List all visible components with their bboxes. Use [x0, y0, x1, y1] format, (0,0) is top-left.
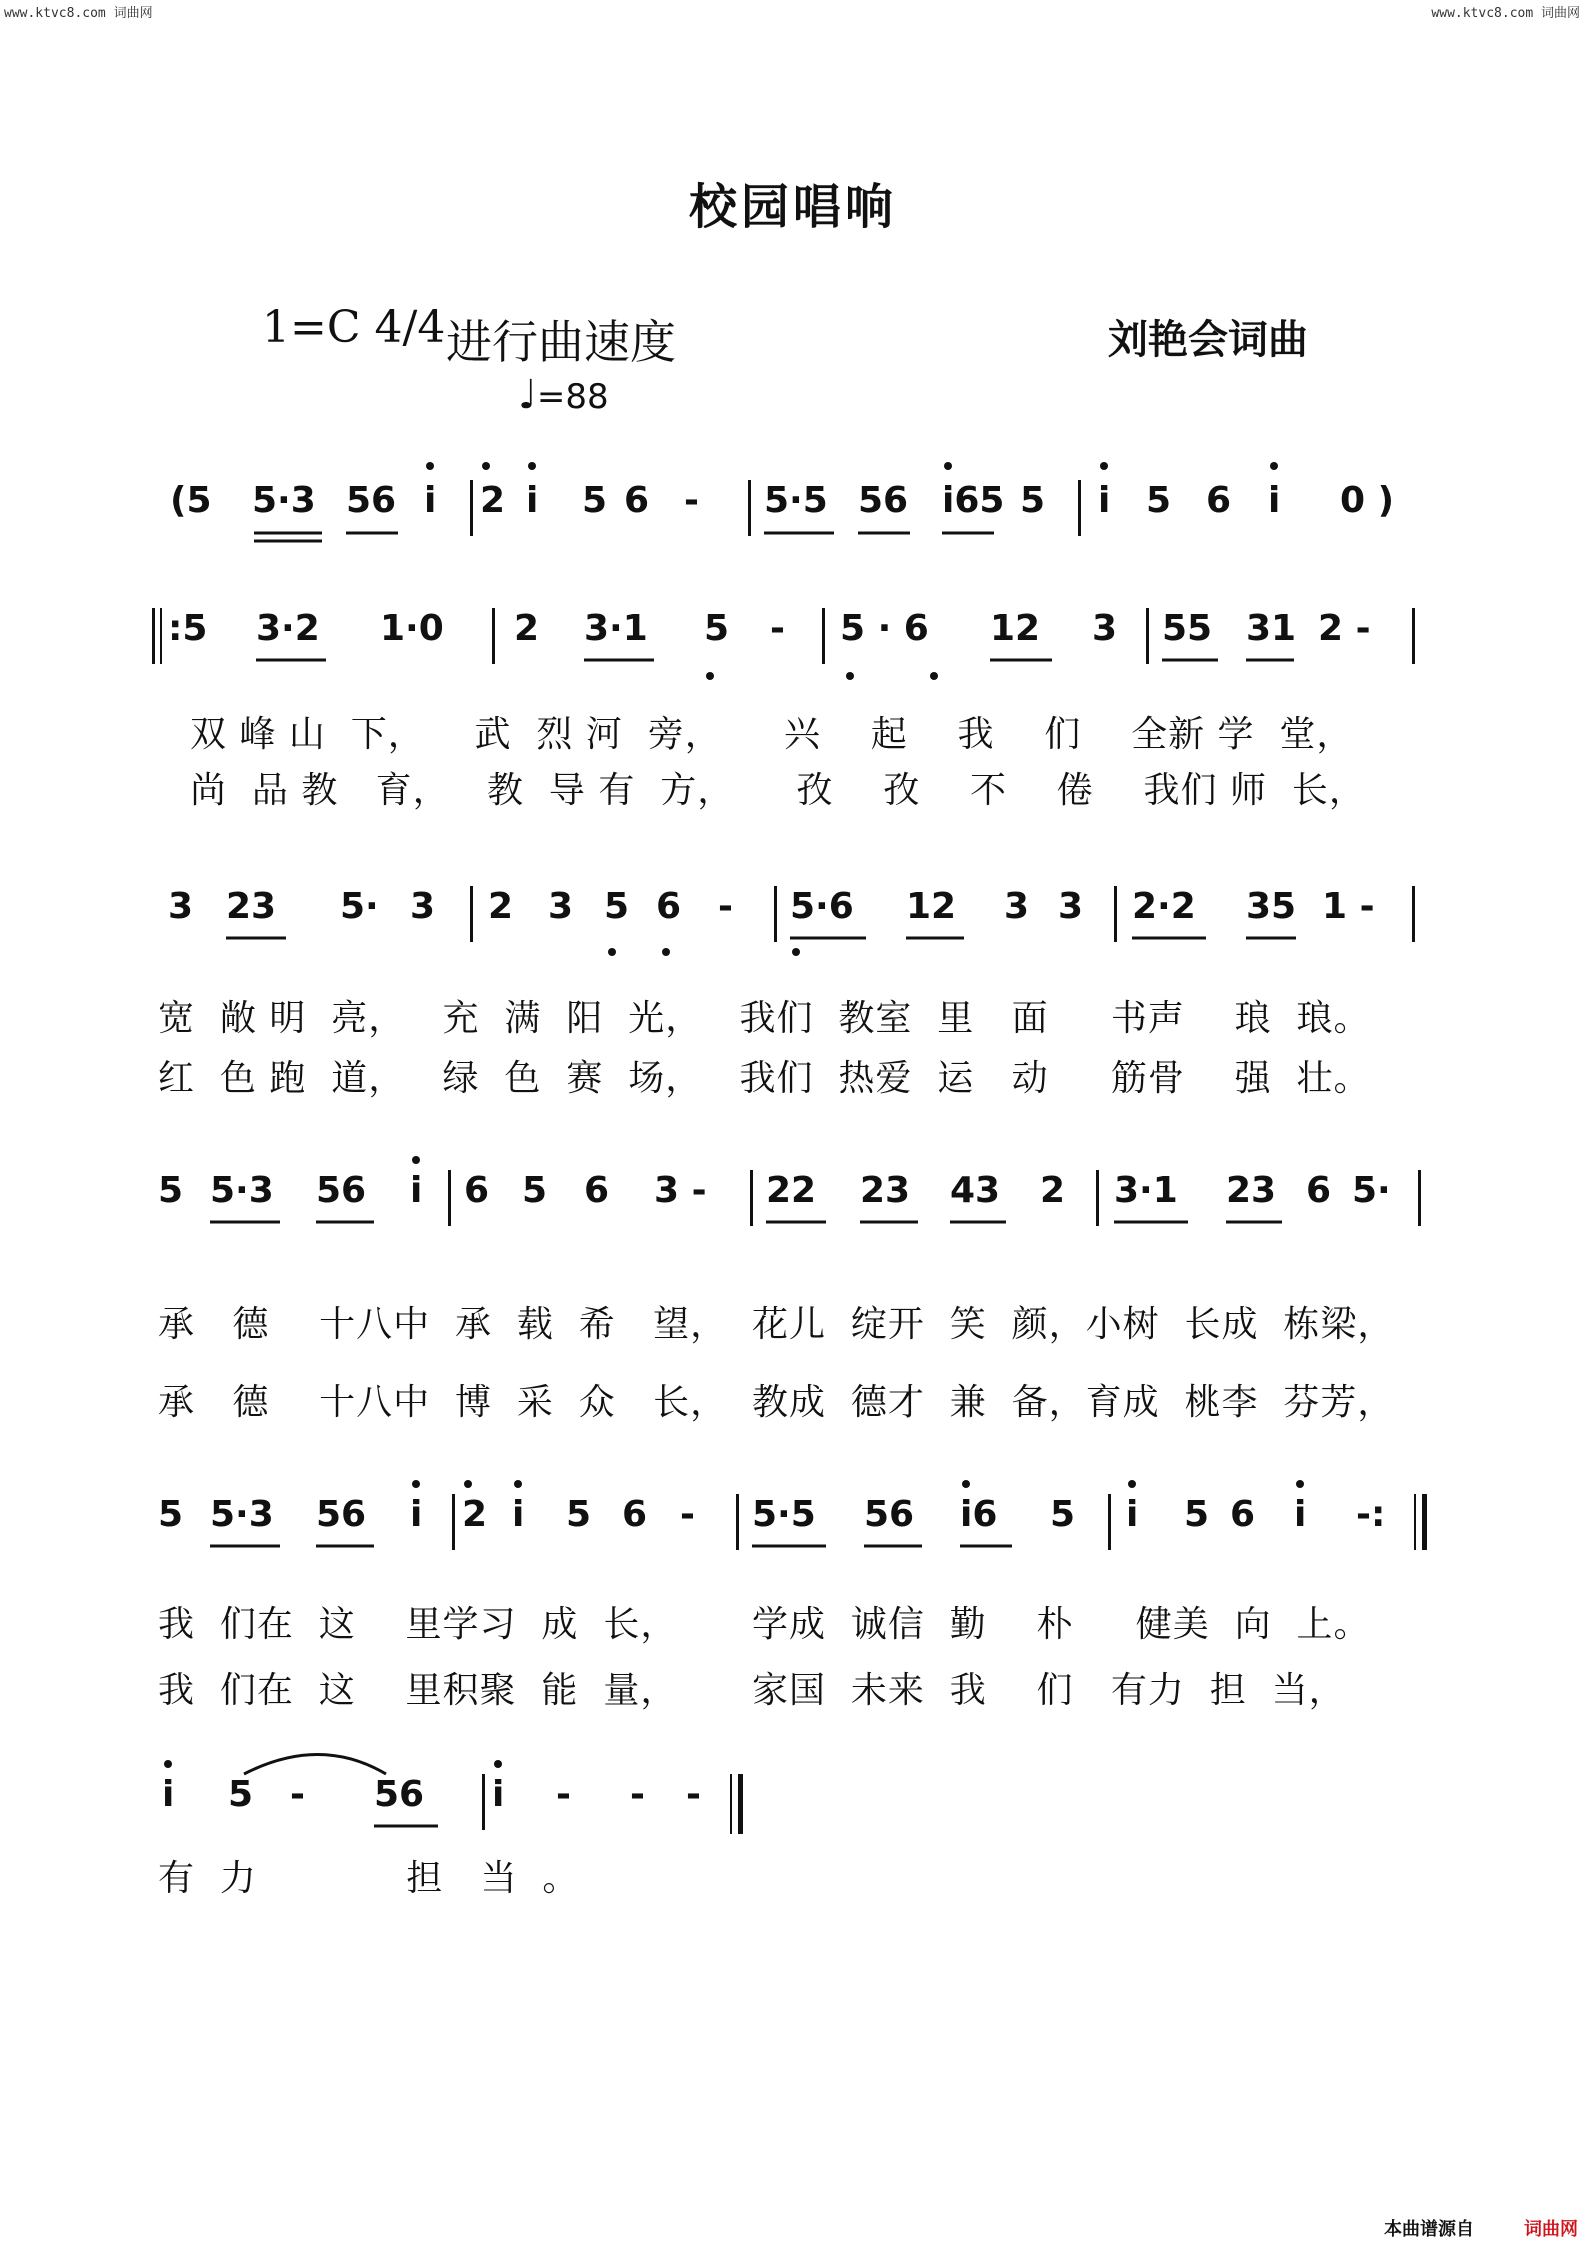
octave-dot	[608, 948, 616, 956]
octave-dot	[962, 1480, 970, 1488]
note: 5·3	[210, 1170, 274, 1211]
octave-dot	[464, 1480, 472, 1488]
note: 23	[860, 1170, 911, 1211]
note: 3	[1092, 608, 1118, 649]
note: i	[410, 1494, 423, 1535]
note: 5	[704, 608, 730, 649]
note: 3	[410, 886, 436, 927]
note: 5	[582, 480, 608, 521]
note: 23	[1226, 1170, 1277, 1211]
note: 56	[316, 1170, 367, 1211]
watermark-left: www.ktvc8.com 词曲网	[4, 6, 153, 21]
octave-dot	[514, 1480, 522, 1488]
note: -	[718, 886, 733, 927]
note: 5	[566, 1494, 592, 1535]
octave-dot	[944, 462, 952, 470]
note: -	[770, 608, 785, 649]
note: 3	[1004, 886, 1030, 927]
note: -	[684, 480, 699, 521]
octave-dot	[482, 462, 490, 470]
note: 6	[1306, 1170, 1332, 1211]
note: 23	[226, 886, 277, 927]
note: 2	[1040, 1170, 1066, 1211]
note: 3·1	[584, 608, 648, 649]
note: i	[1294, 1494, 1307, 1535]
note: 31	[1246, 608, 1297, 649]
footer-source	[1384, 2215, 1578, 2241]
note: 2	[488, 886, 514, 927]
note: 5·3	[210, 1494, 274, 1535]
note: 12	[906, 886, 957, 927]
octave-dot	[1270, 462, 1278, 470]
note: :5	[168, 608, 208, 649]
note: -:	[1356, 1494, 1386, 1535]
octave-dot	[662, 948, 670, 956]
note: 56	[858, 480, 909, 521]
note: -	[556, 1774, 571, 1815]
note: 1 -	[1322, 886, 1375, 927]
note: i	[1126, 1494, 1139, 1535]
bpm-value: =88	[536, 377, 609, 417]
lyric-line-6: 承 德 十八中 博 采 众 长， 教成 德才 兼 备，育成 桃李 芬芳，	[158, 1382, 1395, 1423]
key-meter: 1=C 4/4	[262, 302, 446, 353]
note: 6	[656, 886, 682, 927]
note: 5 · 6	[840, 608, 929, 649]
note: i	[492, 1774, 505, 1815]
note: 6	[1230, 1494, 1256, 1535]
octave-dot	[846, 672, 854, 680]
note: 3·1	[1114, 1170, 1178, 1211]
note: 5·	[340, 886, 379, 927]
note: 5	[522, 1170, 548, 1211]
note: (5	[170, 480, 212, 521]
octave-dot	[528, 462, 536, 470]
slur-tie	[244, 1755, 386, 1775]
note: 6	[622, 1494, 648, 1535]
note: 6	[1206, 480, 1232, 521]
octave-dot	[412, 1480, 420, 1488]
lyric-line-1: 双 峰 山 下， 武 烈 河 旁， 兴 起 我 们 全新 学 堂，	[190, 714, 1354, 755]
note: 22	[766, 1170, 817, 1211]
note: 2·2	[1132, 886, 1196, 927]
credit-line: 刘艳会词曲	[1108, 317, 1308, 363]
note: 5	[604, 886, 630, 927]
octave-dot	[164, 1760, 172, 1768]
note: 0 )	[1340, 480, 1395, 521]
note: 5	[1050, 1494, 1076, 1535]
octave-dot	[1296, 1480, 1304, 1488]
note: i	[162, 1774, 175, 1815]
note: 3 -	[654, 1170, 707, 1211]
note: 5·	[1352, 1170, 1391, 1211]
note: 56	[374, 1774, 425, 1815]
note: 6	[584, 1170, 610, 1211]
note: 2	[462, 1494, 488, 1535]
octave-dot	[1100, 462, 1108, 470]
note: 12	[990, 608, 1041, 649]
octave-dot	[706, 672, 714, 680]
note: 5	[1020, 480, 1046, 521]
note: -	[290, 1774, 305, 1815]
note: i	[512, 1494, 525, 1535]
note: i	[410, 1170, 423, 1211]
note: 3	[168, 886, 194, 927]
octave-dot	[930, 672, 938, 680]
note: i	[526, 480, 539, 521]
lyric-line-5: 承 德 十八中 承 载 希 望， 花儿 绽开 笑 颜，小树 长成 栋梁，	[158, 1304, 1395, 1345]
note: 6	[624, 480, 650, 521]
note: 35	[1246, 886, 1297, 927]
note: 5	[228, 1774, 254, 1815]
note: i6	[960, 1494, 998, 1535]
note: 43	[950, 1170, 1001, 1211]
note: 2	[480, 480, 506, 521]
note: 56	[316, 1494, 367, 1535]
note: 5	[1146, 480, 1172, 521]
note: i	[1268, 480, 1281, 521]
note: 2	[514, 608, 540, 649]
octave-dot	[412, 1156, 420, 1164]
note: 5	[1184, 1494, 1210, 1535]
note: -	[630, 1774, 645, 1815]
footer-site-link[interactable]: 词曲网	[1524, 2219, 1578, 2240]
note: 2 -	[1318, 608, 1371, 649]
note: 5·3	[252, 480, 316, 521]
note: 3	[1058, 886, 1084, 927]
note: 56	[346, 480, 397, 521]
watermark-right: www.ktvc8.com 词曲网	[1431, 6, 1580, 21]
note: 3	[548, 886, 574, 927]
note: i	[1098, 480, 1111, 521]
note: 5·6	[790, 886, 854, 927]
note: i65	[942, 480, 1005, 521]
note: 56	[864, 1494, 915, 1535]
note: 5	[158, 1170, 184, 1211]
octave-dot	[494, 1760, 502, 1768]
octave-dot	[1128, 1480, 1136, 1488]
note: 1·0	[380, 608, 444, 649]
lyric-line-4: 红 色 跑 道， 绿 色 赛 场， 我们 热爱 运 动 筋骨 强 壮。	[158, 1058, 1371, 1099]
octave-dot	[426, 462, 434, 470]
octave-dot	[792, 948, 800, 956]
note: 6	[464, 1170, 490, 1211]
tempo-marking: 进行曲速度	[446, 315, 676, 369]
lyric-line-7: 我 们在 这 里学习 成 长， 学成 诚信 勤 朴 健美 向 上。	[158, 1604, 1371, 1645]
note: 3·2	[256, 608, 320, 649]
note: -	[680, 1494, 695, 1535]
footer-text: 本曲谱源自	[1384, 2219, 1474, 2240]
note: 55	[1162, 608, 1213, 649]
note: 5·5	[752, 1494, 816, 1535]
note: 5·5	[764, 480, 828, 521]
lyric-line-3: 宽 敞 明 亮， 充 满 阳 光， 我们 教室 里 面 书声 琅 琅。	[158, 998, 1371, 1039]
quarter-note-icon: ♩	[518, 372, 537, 418]
lyric-line-9: 有 力 担 当 。	[158, 1858, 580, 1899]
note: i	[424, 480, 437, 521]
song-title: 校园唱响	[688, 179, 897, 235]
note: 5	[158, 1494, 184, 1535]
note: -	[686, 1774, 701, 1815]
lyric-line-8: 我 们在 这 里积聚 能 量， 家国 未来 我 们 有力 担 当，	[158, 1670, 1346, 1711]
lyric-line-2: 尚 品 教 育， 教 导 有 方， 孜 孜 不 倦 我们 师 长，	[190, 770, 1366, 811]
